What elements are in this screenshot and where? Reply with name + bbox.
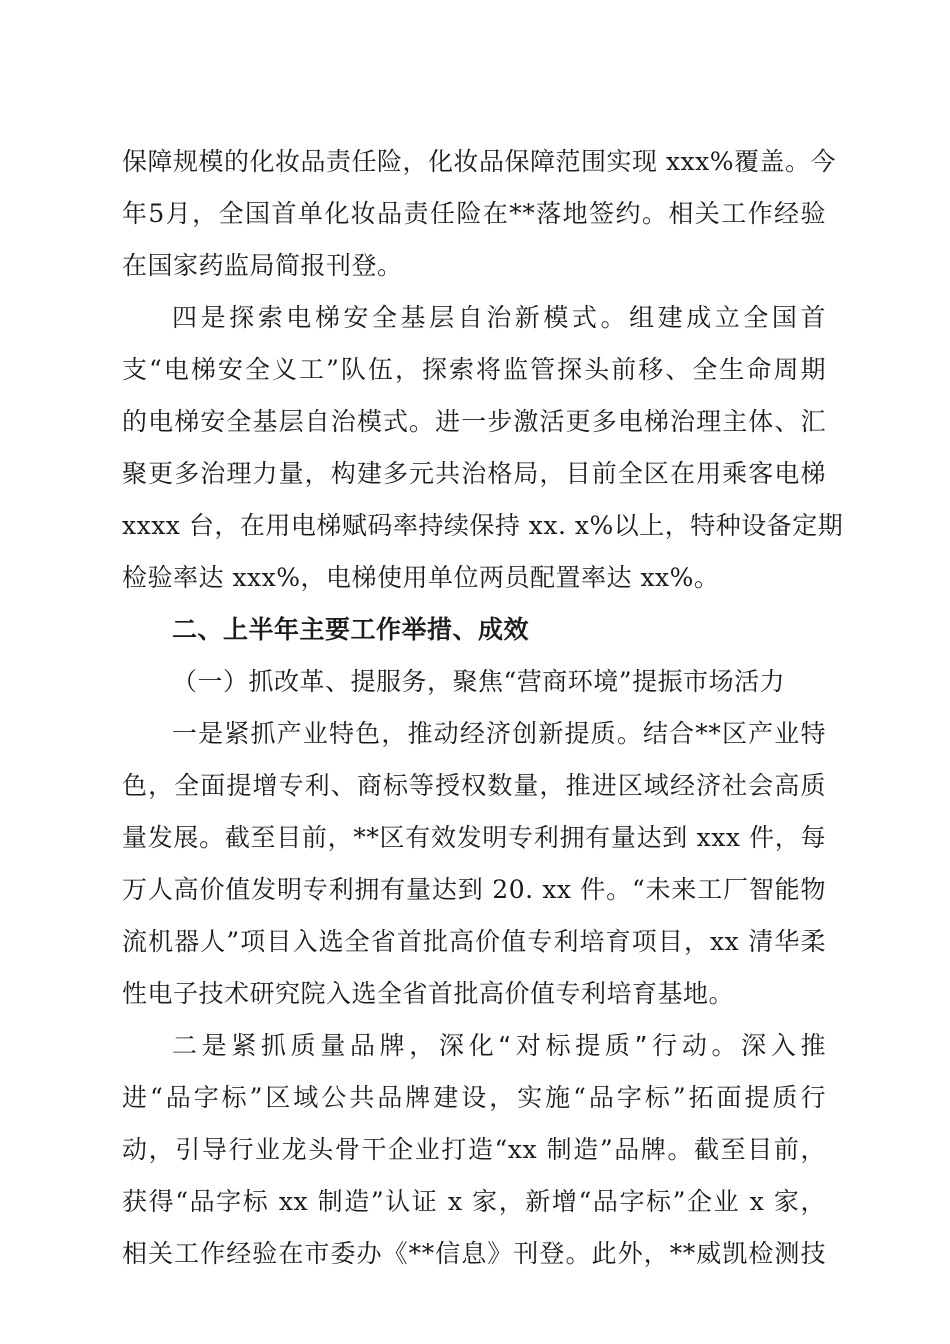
paragraph-line: 相关工作经验在市委办《**信息》刊登。此外，**威凯检测技 bbox=[122, 1239, 826, 1268]
paragraph-line: xxxx 台，在用电梯赋码率持续保持 xx. x%以上，特种设备定期 bbox=[122, 511, 844, 540]
paragraph-line: 保障规模的化妆品责任险，化妆品保障范围实现 xxx%覆盖。今 bbox=[122, 147, 837, 176]
paragraph-line: 量发展。截至目前，**区有效发明专利拥有量达到 xxx 件，每 bbox=[122, 823, 826, 852]
paragraph-line: 色，全面提增专利、商标等授权数量，推进区域经济社会高质 bbox=[122, 771, 826, 800]
paragraph-line: 支“电梯安全义工”队伍，探索将监管探头前移、全生命周期 bbox=[122, 355, 826, 384]
paragraph-line: 获得“品字标 xx 制造”认证 x 家，新增“品字标”企业 x 家， bbox=[122, 1187, 826, 1216]
paragraph-line: 万人高价值发明专利拥有量达到 20. xx 件。“未来工厂智能物 bbox=[122, 875, 826, 904]
paragraph-lead: 四是探索电梯安全基层自治新模式。 bbox=[172, 303, 630, 332]
paragraph-line: 的电梯安全基层自治模式。进一步激活更多电梯治理主体、汇 bbox=[122, 407, 826, 436]
paragraph-line: 动，引导行业龙头骨干企业打造“xx 制造”品牌。截至目前， bbox=[122, 1135, 826, 1164]
paragraph-line: 年5月，全国首单化妆品责任险在**落地签约。相关工作经验 bbox=[122, 199, 826, 228]
paragraph-line: 检验率达 xxx%，电梯使用单位两员配置率达 xx%。 bbox=[122, 563, 720, 592]
paragraph-line: 二是紧抓质量品牌，深化“对标提质”行动。深入推 bbox=[172, 1031, 826, 1060]
paragraph-lead: 一是紧抓产业特色，推动经济创新提质。 bbox=[172, 719, 643, 748]
paragraph-line: 聚更多治理力量，构建多元共治格局，目前全区在用乘客电梯 bbox=[122, 459, 826, 488]
paragraph-lead: 二是紧抓质量品牌，深化“对标提质”行动。 bbox=[172, 1031, 742, 1060]
paragraph-line: 四是探索电梯安全基层自治新模式。组建成立全国首 bbox=[172, 303, 826, 332]
section-heading: 二、上半年主要工作举措、成效 bbox=[172, 615, 530, 644]
paragraph-line: 进“品字标”区域公共品牌建设，实施“品字标”拓面提质行 bbox=[122, 1083, 826, 1112]
paragraph-line: 在国家药监局简报刊登。 bbox=[122, 251, 403, 280]
subsection-heading: （一）抓改革、提服务，聚焦“营商环境”提振市场活力 bbox=[172, 667, 786, 696]
paragraph-line: 一是紧抓产业特色，推动经济创新提质。结合**区产业特 bbox=[172, 719, 826, 748]
paragraph-line: 流机器人”项目入选全省首批高价值专利培育项目，xx 清华柔 bbox=[122, 927, 826, 956]
paragraph-line: 性电子技术研究院入选全省首批高价值专利培育基地。 bbox=[122, 979, 735, 1008]
